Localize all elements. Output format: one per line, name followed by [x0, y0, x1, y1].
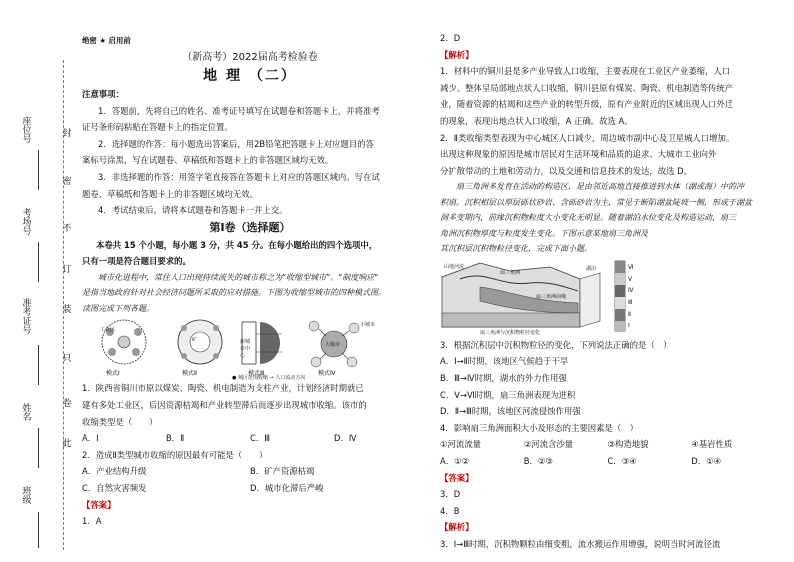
analysis-line: 减少。整体呈局部地点状人口收缩，铜川县原有煤炭、陶瓷、机电制造等传统产	[440, 82, 734, 93]
notice-line: 3．非选择题的作答：用签字笔直接答在答题卡上对应的答题区域内。写在试	[98, 171, 380, 182]
layer-2: Ⅱ	[628, 310, 631, 318]
right-column	[440, 30, 775, 560]
shrink-mode-figure	[82, 316, 418, 380]
mode-4-label: 模式Ⅳ	[318, 370, 336, 378]
figure-legend: ● 城区范围收缩 → 人口流动方向	[232, 375, 306, 382]
q1-stem: 1．陕西省铜川市原以煤炭、陶瓷、机电制造为支柱产业，计划经济时期就已	[82, 383, 364, 394]
analysis-line: 的现象，表现出地点状人口收缩，A 正确。故选 A。	[440, 115, 633, 126]
material-line: 是指当地政府针对社会经济问题所采取的应对措施。下图为收缩型城市的四种模式图。	[82, 288, 386, 298]
q2-option-d[interactable]: D．城市化滞后严峻	[250, 483, 324, 493]
q3-option-c[interactable]: C．Ⅴ→Ⅵ时期，扇三角洲表现为进积	[440, 389, 576, 400]
label-ore: 矿	[192, 337, 198, 344]
analysis-line: 1．材料中的铜川县是多产业导致人口收缩，主要表现在工业区产业萎缩，人口	[440, 66, 731, 77]
q4-factor-2: ②河流含沙量	[523, 439, 574, 450]
notice-line: 证号条形码粘贴在答题卡上的指定位置。	[82, 122, 233, 133]
analysis-last-line: 3．Ⅰ→Ⅲ时期，沉积物颗粒由细变粗，流水搬运作用增强，说明当时河流径流	[440, 538, 721, 549]
analysis-label: 【解析】	[440, 49, 474, 60]
exam-title: 地 理 （二）	[203, 68, 297, 84]
label-big-city: 大城市	[325, 342, 341, 349]
q4-factor-1: ①河流流量	[440, 439, 482, 450]
analysis-line: 业，随着资源的枯竭和这些产业的转型升级，原有产业附近的区域出现人口外迁	[440, 99, 734, 110]
q3-option-a[interactable]: A．Ⅰ→Ⅱ时期，该地区气候趋于干旱	[440, 356, 569, 367]
notice-line: 案标号涂黑，写在试题卷、草稿纸和答题卡上的非答题区域均无效。	[82, 155, 334, 166]
answer-4: 4．B	[440, 505, 460, 516]
notice-line: 1．答题前，先将自己的姓名、准考证号填写在试题卷和答题卡上，并将准考	[98, 105, 380, 116]
fan-delta-diagram	[440, 257, 775, 337]
q4-option-b[interactable]: B．②③	[523, 456, 553, 466]
layer-labels	[628, 262, 636, 332]
label-industry: 工业区	[100, 327, 116, 334]
q1-option-c[interactable]: C．Ⅲ	[250, 433, 270, 444]
seal-char-2: 密	[62, 177, 72, 187]
label-fan-delta: 扇三角洲	[500, 269, 521, 276]
q2-option-b[interactable]: B．矿产资源枯竭	[250, 466, 315, 477]
answer-3: 3．D	[440, 489, 461, 500]
analysis-line: 分扩散带动的土地和劳动力，以及交通和信息技术的发达，故选 D。	[440, 165, 692, 176]
seal-char-3: 不	[62, 224, 72, 234]
q4-option-c[interactable]: C．③④	[607, 456, 637, 466]
q4-factors	[440, 436, 775, 453]
seal-char-6: 只	[62, 354, 72, 364]
analysis-label-right: 【解析】	[440, 522, 474, 533]
seal-char-7: 卷	[62, 399, 72, 409]
section-intro: 只有一项是符合题目要求的。	[82, 256, 191, 267]
notice-line: 4．考试结束后，请将本试题卷和答题卡一并上交。	[98, 205, 288, 216]
label-mountain-river: 山地河流	[444, 263, 465, 270]
seat-field[interactable]	[38, 150, 39, 190]
q4-option-a[interactable]: A．①②	[440, 456, 470, 466]
mode-2-label: 模式Ⅱ	[182, 370, 197, 378]
answer-label: 【答案】	[82, 499, 116, 510]
material-line: 扇三角洲多发育在活动的构造区，是由邻近高地直接推进到水体（湖或海）中的冲	[456, 182, 744, 192]
seal-char-4: 订	[62, 265, 72, 275]
q4-factor-3: ③构造地貌	[607, 439, 649, 450]
secret-mark: 绝密 ★ 启用前	[82, 36, 131, 45]
q2-stem: 2．造成Ⅱ类型城市收缩的原因最有可能是（ ）	[82, 449, 268, 460]
layer-3: Ⅲ	[628, 298, 633, 306]
exam-no-label: 考场号	[22, 209, 32, 237]
q2-options-row1	[82, 463, 418, 480]
name-field[interactable]	[38, 428, 39, 468]
q3-option-b[interactable]: B．Ⅲ→Ⅳ时期，湖水的外力作用强	[440, 373, 567, 384]
material-line: 洞多变期内，前缘沉积物粒度大小变化无明显。随着湖泊水位变化及构造运动，扇三	[440, 213, 736, 223]
q3-stem: 3．根据沉积层中沉积物粒径的变化，下列说法正确的是（ ）	[440, 339, 672, 350]
material-line: 其沉积层沉积物粒径变化，完成下面小题。	[440, 244, 592, 254]
q1-options	[82, 430, 418, 447]
answer-2: 2．D	[440, 33, 461, 43]
material-line: 积扇。沉积相层以厚层砾状砂岩、含砾砂岩为主，常见于断陷湖盆陡坡一侧，形成于湖盆	[440, 197, 752, 207]
q1-stem: 建有多处工业区，后因资源枯竭和产业转型滞后而逐步出现城市收缩。该市的	[82, 400, 367, 411]
label-hub: 新城市中心	[240, 339, 251, 360]
exam-subtitle: （新高考）2022届高考检验卷	[182, 52, 318, 63]
layer-1: Ⅰ	[628, 322, 630, 330]
layer-4: Ⅳ	[628, 287, 634, 295]
q1-option-d[interactable]: D．Ⅳ	[334, 433, 357, 444]
q2-options-row2	[82, 480, 418, 497]
notice-line: 2．选择题的作答：每小题选出答案后，用2B铅笔把答题卡上对应题目的答	[98, 138, 375, 149]
mode-1-label: 模式Ⅰ	[106, 370, 120, 378]
material-line: 城市化进程中，常住人口出现持续流失的城市称之为“收缩型城市”。“制度响应”	[98, 272, 379, 282]
seat-label: 座位号	[22, 117, 32, 145]
q1-option-a[interactable]: A．Ⅰ	[82, 433, 99, 444]
label-fan-front: 扇三角洲前缘	[536, 293, 567, 300]
notice-line: 题卷、草稿纸和答题卡上的非答题区域均无效。	[82, 188, 258, 199]
q4-stem: 4．影响扇三角洲面积大小及形态的主要因素是（ ）	[440, 422, 638, 433]
layer-6: Ⅵ	[628, 263, 634, 271]
section-intro: 本卷共 15 个小题，每小题 3 分，共 45 分。在每小题给出的四个选项中，	[96, 239, 378, 250]
q4-options	[440, 453, 775, 470]
material-line: 角洲沉积物厚度与粒度发生变化。下图示意某地扇三角洲及	[440, 228, 648, 238]
class-label: 班级	[22, 487, 32, 506]
label-small-city: 小城市	[360, 322, 376, 329]
notice-heading: 注意事项：	[82, 89, 124, 99]
analysis-line: 2．Ⅱ类收缩类型表现为中心城区人口减少，周边城市副中心及卫星城人口增加。	[440, 132, 735, 143]
answer-1: 1．A	[82, 516, 102, 527]
figure-caption: 扇三角洲与沉积物粒径变化	[480, 329, 541, 336]
q2-option-a[interactable]: A．产业结构升级	[82, 466, 147, 477]
exam-no-field[interactable]	[38, 242, 39, 282]
section-title: 第Ⅰ卷（选择题）	[209, 220, 291, 234]
mode-3-label: 模式Ⅲ	[248, 370, 265, 378]
fan-delta-figure	[440, 257, 775, 337]
analysis-line: 出现这种现象的原因是城市居民对生活环境和品质的追求、大城市工业向外	[440, 149, 717, 160]
q4-factor-4: ④基岩性质	[691, 439, 733, 450]
seal-char-8: 此	[62, 439, 72, 449]
label-lake: 湖泊	[586, 265, 597, 272]
seal-char-5: 装	[62, 305, 72, 315]
left-column	[82, 30, 418, 560]
seal-char-1: 封	[62, 129, 72, 139]
q4-option-d[interactable]: D．①④	[691, 456, 722, 466]
q1-stem: 收缩类型是（ ）	[82, 416, 158, 427]
binding-strip	[0, 0, 80, 562]
q2-option-c[interactable]: C．自然灾害频发	[82, 483, 147, 493]
name-label: 姓名	[22, 404, 32, 423]
q1-option-b[interactable]: B．Ⅱ	[166, 433, 185, 444]
admission-field[interactable]	[38, 345, 39, 385]
class-field[interactable]	[38, 512, 39, 548]
answer-label-right: 【答案】	[440, 472, 474, 483]
layer-5: Ⅴ	[628, 275, 633, 283]
admission-label: 准考证号	[22, 299, 32, 336]
q3-option-d[interactable]: D．Ⅱ→Ⅲ时期，该地区河流侵蚀作用强	[440, 406, 581, 417]
material-line: 读图完成下列各题。	[82, 303, 154, 313]
